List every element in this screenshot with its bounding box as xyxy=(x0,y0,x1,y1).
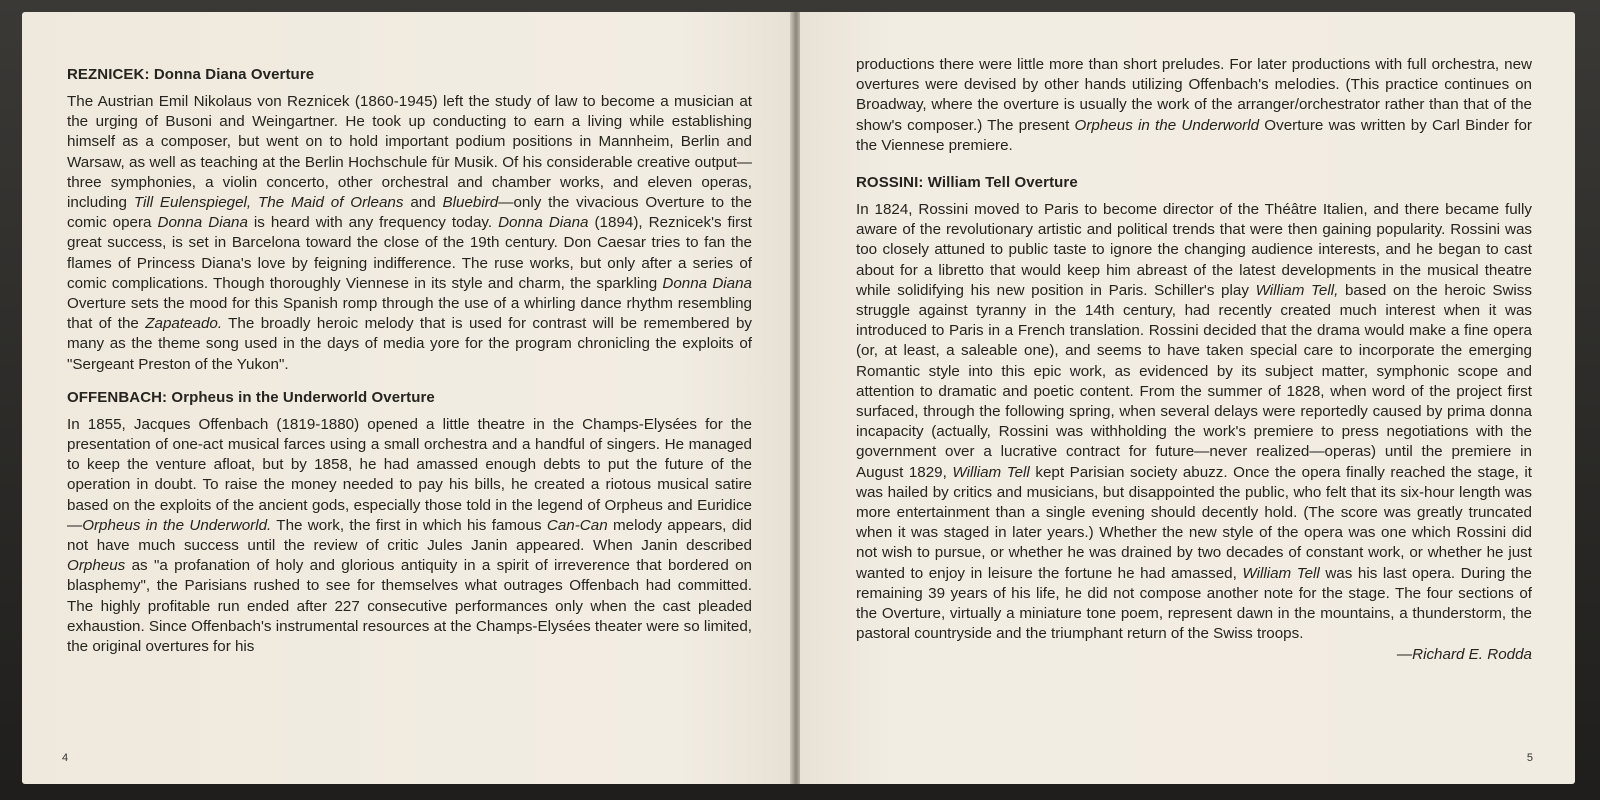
heading-offenbach: OFFENBACH: Orpheus in the Underworld Overture xyxy=(67,388,435,406)
text-run: Overture was written by Carl Binder for the Viennese premiere. xyxy=(856,116,1532,154)
text-run: was his last opera. During the remaining 39 years of his life, he did not compose another note for the stage. The four sections of the Overture, virtually a miniature tone poem, represent dawn in the mountains, a thunderstorm, the pastoral countryside and the triumphant return of the Swiss troops. xyxy=(856,564,1533,643)
text-run: (1894), Reznicek's first great success, is set in Barcelona toward the close of the 19th century. Don Caesar tries to fan the flames of Princess Diana's love by feigning indifference. The ruse works, but only after a series of comic complications. Though thoroughly Viennese in its style and charm, the sparkling xyxy=(67,214,753,292)
left-page xyxy=(22,12,792,784)
heading-rossini: ROSSINI: William Tell Overture xyxy=(856,174,1078,192)
italic-title-run: Zapateado. xyxy=(145,315,223,333)
text-run: kept Parisian society abuzz. Once the opera finally reached the stage, it was hailed by critics and musicians, but disappointed the public, who felt that its six-hour length was more entertainment than a single evening should decently hold. (The score was greatly truncated when it was staged in later years.) Whether the new style of the opera was one which Rossini did not wish to pursue, or whether he was drained by two decades of constant work, or whether he just wanted to enjoy in leisure the fortune he had amassed, xyxy=(856,463,1532,582)
italic-title-run: William Tell xyxy=(1242,564,1320,582)
author-signature: —Richard E. Rodda xyxy=(1396,646,1532,664)
italic-title-run: Bluebird xyxy=(442,194,499,212)
text-run: based on the heroic Swiss struggle against tyranny in the 14th century, had recently created much interest when it was introduced to Paris in a French translation. Rossini decided that the drama would make a fine opera (or, at least, a saleable one), and seems to have taken special care to incorporate the emerging Romantic style into this epic work, as evidenced by its subject matter, symphonic scope and attention to dramatic and poetic content. From the summer of 1828, when word of the project first surfaced, through the following spring, when several delays were reportedly caused by prima donna incapacity (actually, Rossini was withholding the work's premiere to press negotiations with the government over a lucrative contract for future—never realized—operas) until the premiere in August 1829, xyxy=(856,281,1532,481)
text-run: melody appears, did not have much success until the review of critic Jules Janin appeared. When Janin described xyxy=(67,516,752,555)
text-run: In 1824, Rossini moved to Paris to become director of the Théâtre Italien, and there became fully aware of the revolutionary artistic and political trends that were then gaining popularity. Rossini was too closely attuned to public taste to ignore the changing audience interests, and he began to cast about for a libretto that would keep him abreast of the latest developments in the musical theatre while solidifying his new position in Paris. Schiller's play xyxy=(856,201,1532,299)
text-run: Overture sets the mood for this Spanish romp through the use of a whirling dance rhythm resembling that of the xyxy=(67,295,752,333)
italic-title-run: Orpheus in the Underworld xyxy=(1074,116,1260,134)
text-run: In 1855, Jacques Offenbach (1819-1880) opened a little theatre in the Champs-Elysées for the presentation of one-act musical farces using a small orchestra and a handful of singers. He managed to keep the venture afloat, but by 1858, he had amassed enough debts to put the future of the operation in doubt. To raise the money needed to pay his bills, he created a riotous musical satire based on the exploits of the ancient gods, especially those told in the legend of Orpheus and Euridice— xyxy=(67,415,752,534)
right-page xyxy=(800,12,1575,784)
italic-title-run: Donna Diana xyxy=(157,214,248,232)
italic-title-run: Donna Diana xyxy=(498,214,589,232)
text-run: and xyxy=(403,194,443,212)
italic-title-run: Can-Can xyxy=(546,516,608,534)
italic-title-run: William Tell xyxy=(952,463,1030,481)
italic-title-run: Orpheus in the Underworld. xyxy=(82,516,272,534)
paragraph-rossini xyxy=(856,200,1532,644)
text-run: is heard with any frequency today. xyxy=(247,214,499,232)
italic-title-run: William Tell, xyxy=(1255,281,1339,299)
italic-title-run: Donna Diana xyxy=(662,274,753,292)
text-run: The broadly heroic melody that is used for contrast will be remembered by many as the theme song used in the days of media yore for the program chronicling the exploits of "Sergeant Preston of the Yukon". xyxy=(67,315,752,373)
text-run: The Austrian Emil Nikolaus von Reznicek (1860-1945) left the study of law to become a musician at the urging of Busoni and Weingartner. He took up conducting to earn a living while establishing himself as a composer, but went on to hold important podium positions in Mannheim, Berlin and Warsaw, as well as teaching at the Berlin Hochschule für Musik. Of his considerable creative output—three symphonies, a violin concerto, other orchestral and chamber works, and eleven operas, including xyxy=(67,93,752,212)
italic-title-run: Till Eulenspiegel, The Maid of Orleans xyxy=(133,194,404,212)
italic-title-run: Orpheus xyxy=(67,557,126,575)
paragraph-offenbach xyxy=(67,415,752,657)
paragraph-reznicek xyxy=(67,92,752,375)
page-number-right: 5 xyxy=(1526,752,1533,764)
text-run: The work, the first in which his famous xyxy=(271,516,547,534)
page-number-left: 4 xyxy=(62,752,69,764)
text-run: —only the vivacious Overture to the comic opera xyxy=(67,194,752,232)
text-run: as "a profanation of holy and glorious antiquity in a spirit of irreverence that bordered on blasphemy", the Parisians rushed to see for themselves what outrages Offenbach had committed. The highly profitable run ended after 227 consecutive performances only when the cast pleaded exhaustion. Since Offenbach's instrumental resources at the Champs-Elysées theater were so limited, the original overtures for his xyxy=(67,557,752,656)
heading-reznicek: REZNICEK: Donna Diana Overture xyxy=(67,66,315,83)
text-run: productions there were little more than short preludes. For later productions with full orchestra, new overtures were devised by other hands utilizing Offenbach's melodies. (This practice continues on Broadway, where the overture is usually the work of the arranger/orchestrator rather than that of the show's composer.) The present xyxy=(856,56,1532,134)
paragraph-offenbach-continued xyxy=(856,55,1532,156)
